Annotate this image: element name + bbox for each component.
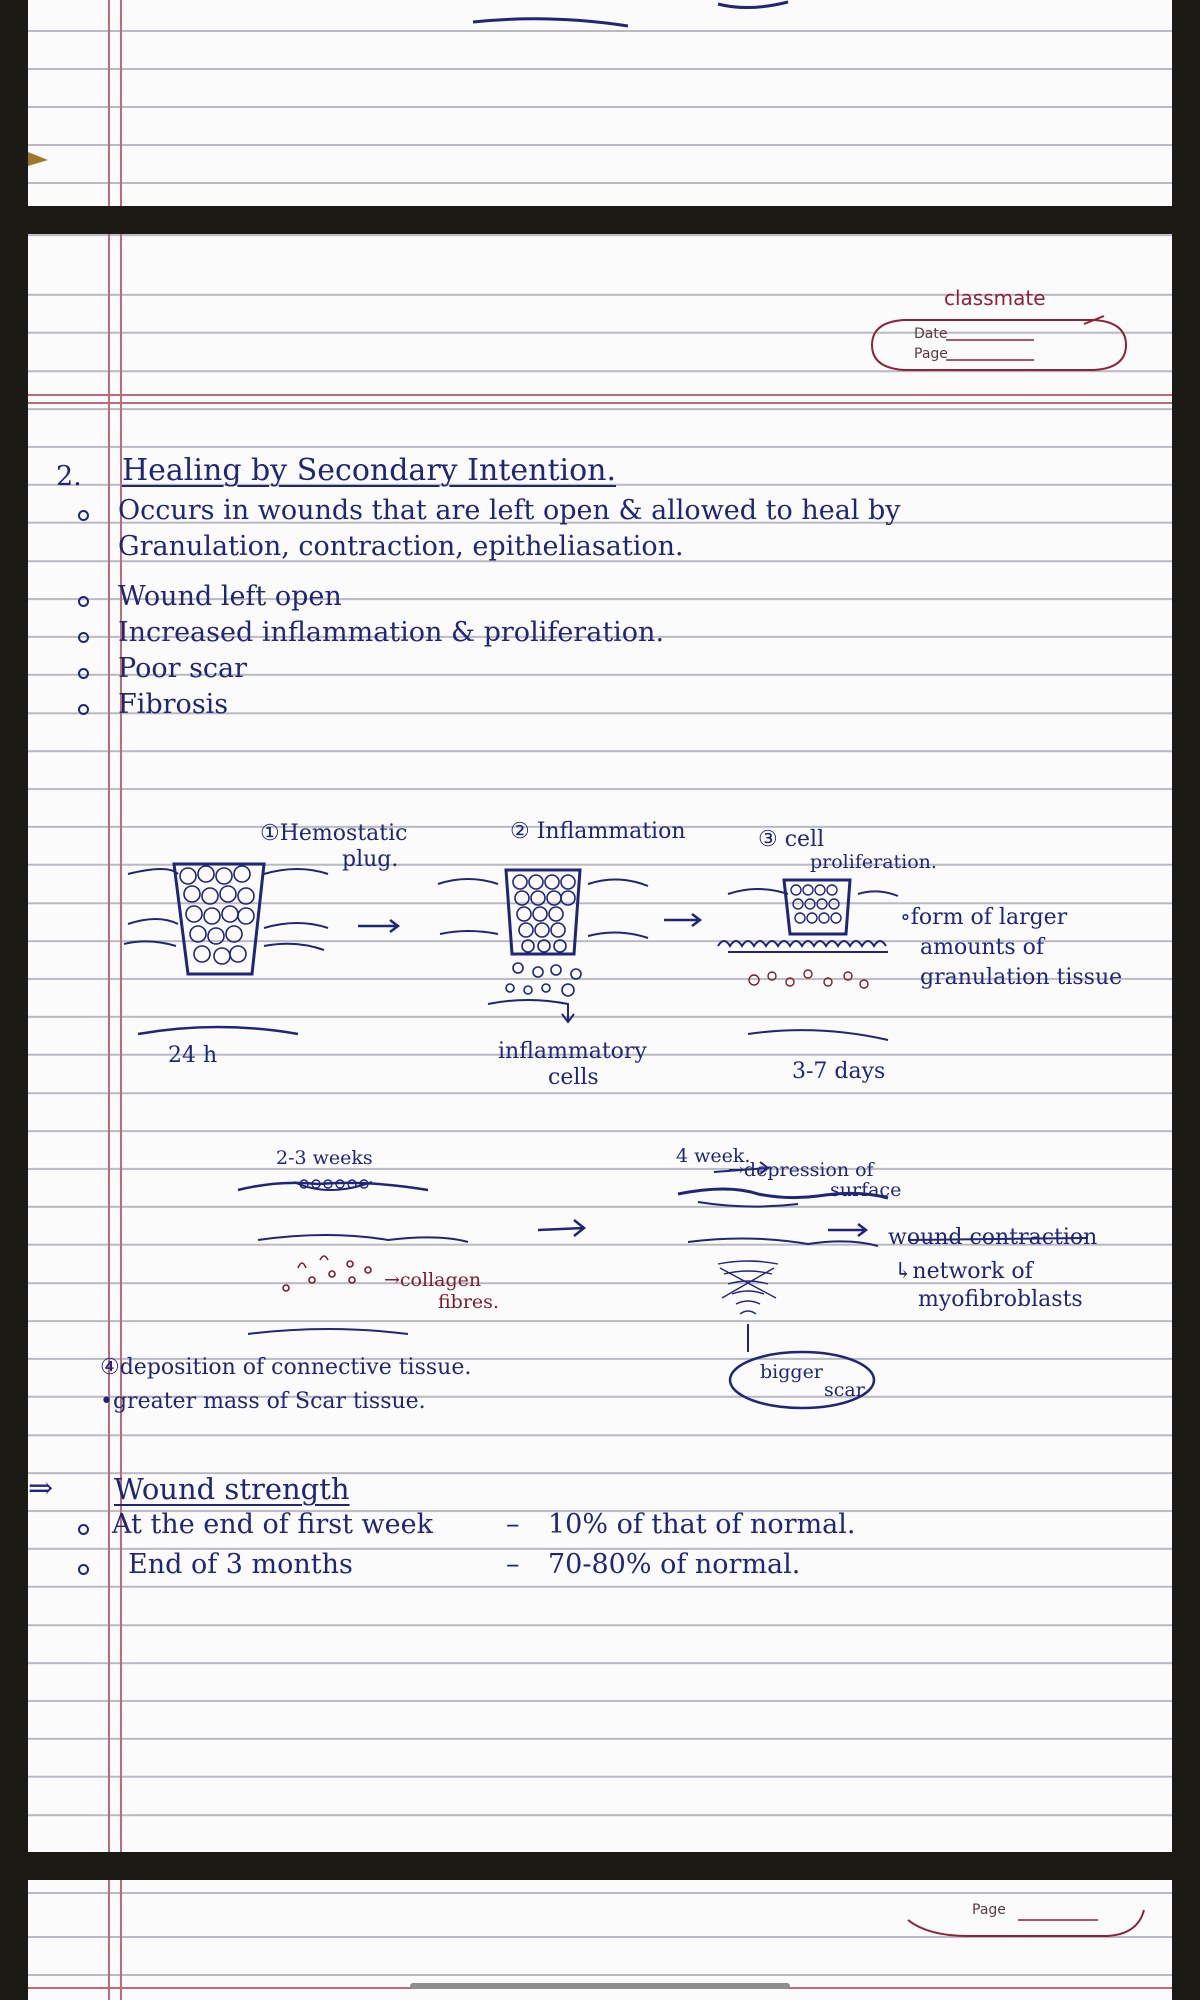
stage-5-label-2: ↳network of (894, 1259, 1033, 1284)
stage-3-label-2: proliferation. (810, 851, 937, 873)
scar-bubble-text-2: scar (824, 1379, 865, 1401)
brand-logo: classmate (944, 286, 1046, 310)
stage-2-label: ② Inflammation (510, 819, 686, 844)
point-3: Increased inflammation & proliferation. (118, 617, 665, 648)
next-page (28, 1880, 1172, 2000)
strength-row-2-dash: – (506, 1549, 520, 1580)
bullet (78, 510, 89, 521)
arrow-icon (664, 914, 700, 926)
page-label: Page (914, 346, 948, 362)
bullet (78, 1524, 89, 1535)
stage-3-time: 3-7 days (792, 1059, 886, 1084)
bullet (78, 704, 89, 715)
stage-3-note-2: amounts of (920, 935, 1045, 960)
inflammation-sketch (438, 870, 648, 1022)
date-box-frame-icon (864, 314, 1134, 376)
point-1-line-1: Occurs in wounds that are left open & allowed to heal by (118, 495, 901, 526)
stage-2-caption: inflammatory (498, 1039, 647, 1064)
cell-proliferation-sketch (718, 880, 898, 1040)
collagen-deposition-sketch (238, 1180, 468, 1334)
scar-bubble-text: bigger (760, 1361, 823, 1383)
stage-3-note-1: ∘form of larger (900, 905, 1068, 930)
stage-5-note-2: surface (830, 1179, 902, 1201)
arrow-icon (538, 1220, 584, 1236)
hemostatic-plug-sketch (124, 864, 328, 1034)
point-2: Wound left open (118, 581, 342, 612)
previous-page (28, 0, 1172, 206)
stage-5-label-3: myofibroblasts (918, 1287, 1083, 1312)
strength-row-1-period: At the end of first week (112, 1509, 433, 1540)
section-number: 2. (56, 461, 82, 492)
date-label: Date (914, 326, 948, 342)
collagen-annotation-2: fibres. (438, 1291, 499, 1313)
bullet (78, 632, 89, 643)
header-rule (28, 402, 1172, 404)
stage-2-caption-2: cells (548, 1065, 599, 1090)
stage-1-label-2: plug. (342, 847, 399, 872)
stage-1-label: ①Hemostatic (260, 821, 408, 846)
strength-row-1-dash: – (506, 1509, 520, 1540)
stage-4-caption: ④deposition of connective tissue. (100, 1355, 472, 1380)
implies-arrow-icon: ⇒ (28, 1471, 54, 1506)
strength-title: Wound strength (114, 1472, 350, 1506)
bullet (78, 668, 89, 679)
strength-row-2-value: 70-80% of normal. (548, 1549, 801, 1580)
margin-line (108, 234, 122, 1852)
point-4: Poor scar (118, 653, 248, 684)
stage-1-time: 24 h (168, 1043, 218, 1068)
stage-5-time: 4 week. (676, 1145, 751, 1167)
collagen-annotation: →collagen (384, 1269, 482, 1291)
notebook-page (28, 234, 1172, 1852)
stage-3-note-3: granulation tissue (920, 965, 1123, 990)
bullet (78, 596, 89, 607)
point-5: Fibrosis (118, 689, 229, 720)
strength-row-2-period: End of 3 months (128, 1549, 353, 1580)
stage-4-time: 2-3 weeks (276, 1147, 373, 1169)
date-page-box (864, 314, 1134, 376)
arrow-icon (358, 920, 398, 932)
header-rule (28, 394, 1172, 396)
previous-page-sketch (28, 0, 1172, 206)
stage-5-note: →depression of (728, 1159, 874, 1181)
point-1-line-2: Granulation, contraction, epitheliasation. (118, 531, 684, 562)
next-page-label: Page (972, 1902, 1006, 1918)
stage-5-label: wound contraction (888, 1225, 1098, 1250)
stage-3-label: ③ cell (758, 827, 825, 852)
stage-4-caption-2: •greater mass of Scar tissue. (100, 1389, 426, 1414)
next-page-date-box-icon (28, 1880, 1172, 2000)
strength-row-1-value: 10% of that of normal. (548, 1509, 856, 1540)
home-indicator[interactable] (410, 1983, 790, 1989)
section-title: Healing by Secondary Intention. (122, 453, 617, 488)
arrow-icon (828, 1224, 866, 1236)
bullet (78, 1564, 89, 1575)
